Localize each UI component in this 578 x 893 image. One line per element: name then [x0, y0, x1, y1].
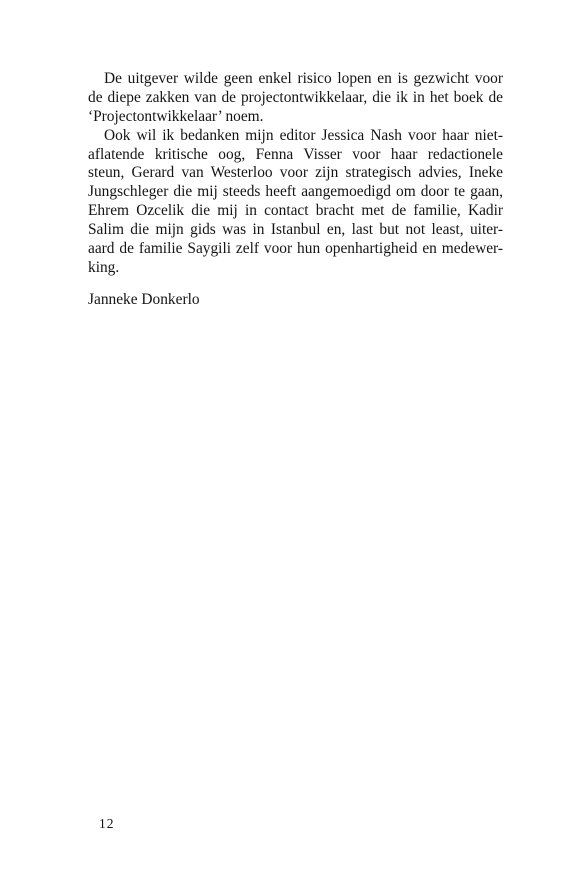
author-signature: Janneke Donkerlo	[88, 290, 200, 308]
paragraph-spacer	[88, 278, 503, 291]
body-text	[88, 70, 503, 310]
paragraph-line: Ehrem Ozcelik die mij in contact bracht met de familie, Kadir	[88, 202, 503, 220]
paragraph-line: king.	[88, 258, 120, 276]
paragraph-line: Ook wil ik bedanken mijn editor Jessica Nash voor haar niet-	[104, 126, 503, 144]
paragraph-1	[88, 70, 503, 127]
paragraph-2	[88, 127, 503, 278]
paragraph-line: De uitgever wilde geen enkel risico lopen en is gezwicht voor	[104, 70, 503, 87]
paragraph-line: Salim die mijn gids was in Istanbul en, last but not least, uiter-	[88, 221, 503, 239]
paragraph-line: ‘Projectontwikkelaar’ noem.	[88, 107, 264, 125]
paragraph-line: steun, Gerard van Westerloo voor zijn strategisch advies, Ineke	[88, 164, 503, 182]
paragraph-line: aflatende kritische oog, Fenna Visser voor haar redactionele	[88, 145, 503, 163]
paragraph-line: de diepe zakken van de projectontwikkelaar, die ik in het boek de	[88, 88, 503, 106]
paragraph-line: Jungschleger die mij steeds heeft aangemoedigd om door te gaan,	[88, 183, 503, 201]
paragraph-line: aard de familie Saygili zelf voor hun openhartigheid en medewer-	[88, 240, 503, 258]
page-number: 12	[99, 816, 115, 831]
